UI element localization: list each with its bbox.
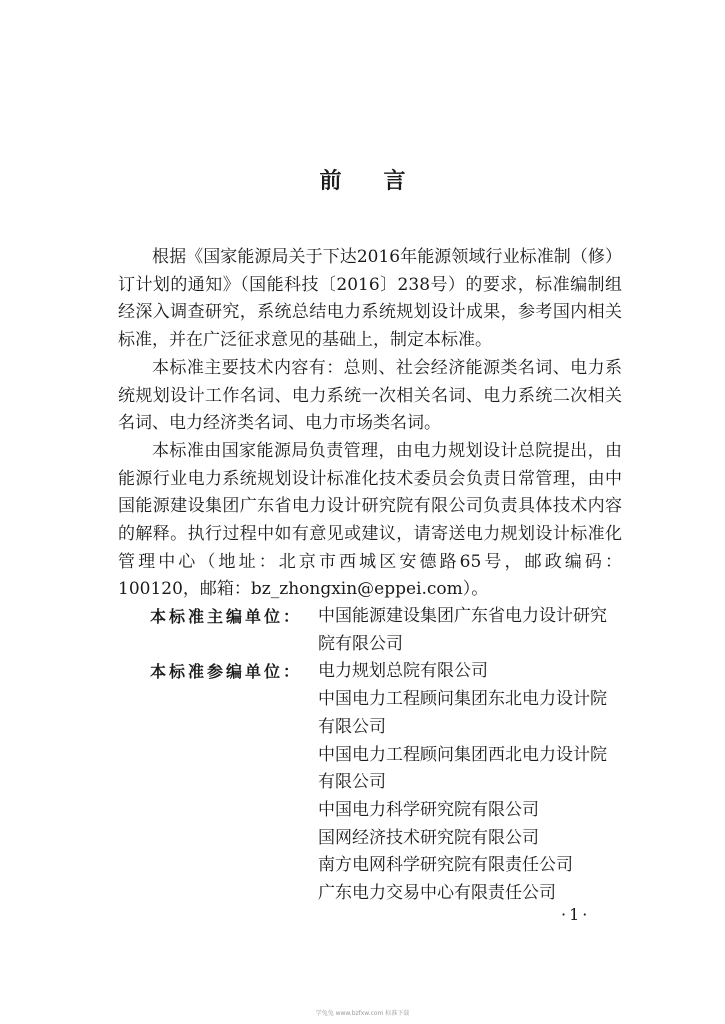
preface-body [118,244,622,604]
paragraph-content: 本标准主要技术内容有：总则、社会经济能源类名词、电力系统规划设计工作名词、电力系统一次相关名词、电力系统二次相关名词、电力经济类名词、电力市场类名词。 [118,357,622,434]
chief-unit-label: 本标准主编单位： [150,607,303,626]
footer-watermark: 学兔兔 www.bzfxw.com 标准下载 [315,1010,410,1017]
drafting-units [150,603,622,908]
participating-unit: 中国电力工程顾问集团东北电力设计院有限公司 [318,689,607,737]
participating-unit: 中国电力科学研究院有限公司 [318,799,539,820]
chief-unit-row [150,603,622,658]
paragraph-basis: 根据《国家能源局关于下达2016年能源领域行业标准制（修）订计划的通知》（国能科技〔2016〕238号）的要求，标准编制组经深入调查研究，系统总结电力系统规划设计成果，参考国内相关标准，并在广泛征求意见的基础上，制定本标准。 [118,247,622,351]
participating-unit: 国网经济技术研究院有限公司 [318,827,539,848]
page-number: ·1· [561,905,591,924]
participating-unit: 南方电网科学研究院有限责任公司 [318,855,573,876]
participating-unit: 电力规划总院有限公司 [318,661,488,682]
chief-unit-name: 中国能源建设集团广东省电力设计研究院有限公司 [318,606,607,654]
participating-units-row [150,658,622,907]
participating-units-label: 本标准参编单位： [150,662,303,682]
participating-units-list [318,658,622,907]
page-title: 前言 [319,169,448,194]
chief-unit-list [318,603,622,658]
participating-unit: 广东电力交易中心有限责任公司 [318,883,556,904]
paragraph-management: 本标准由国家能源局负责管理，由电力规划设计总院提出，由能源行业电力系统规划设计标准化技术委员会负责日常管理，由中国能源建设集团广东省电力设计研究院有限公司负责具体技术内容的解释。执行过程中如有意见或建议，请寄送电力规划设计标准化管理中心（地址：北京市西城区安德路65号，邮政编码：100120，邮箱：bz_zhongxin@eppei.com）。 [118,440,622,600]
participating-unit: 中国电力工程顾问集团西北电力设计院有限公司 [318,744,607,793]
